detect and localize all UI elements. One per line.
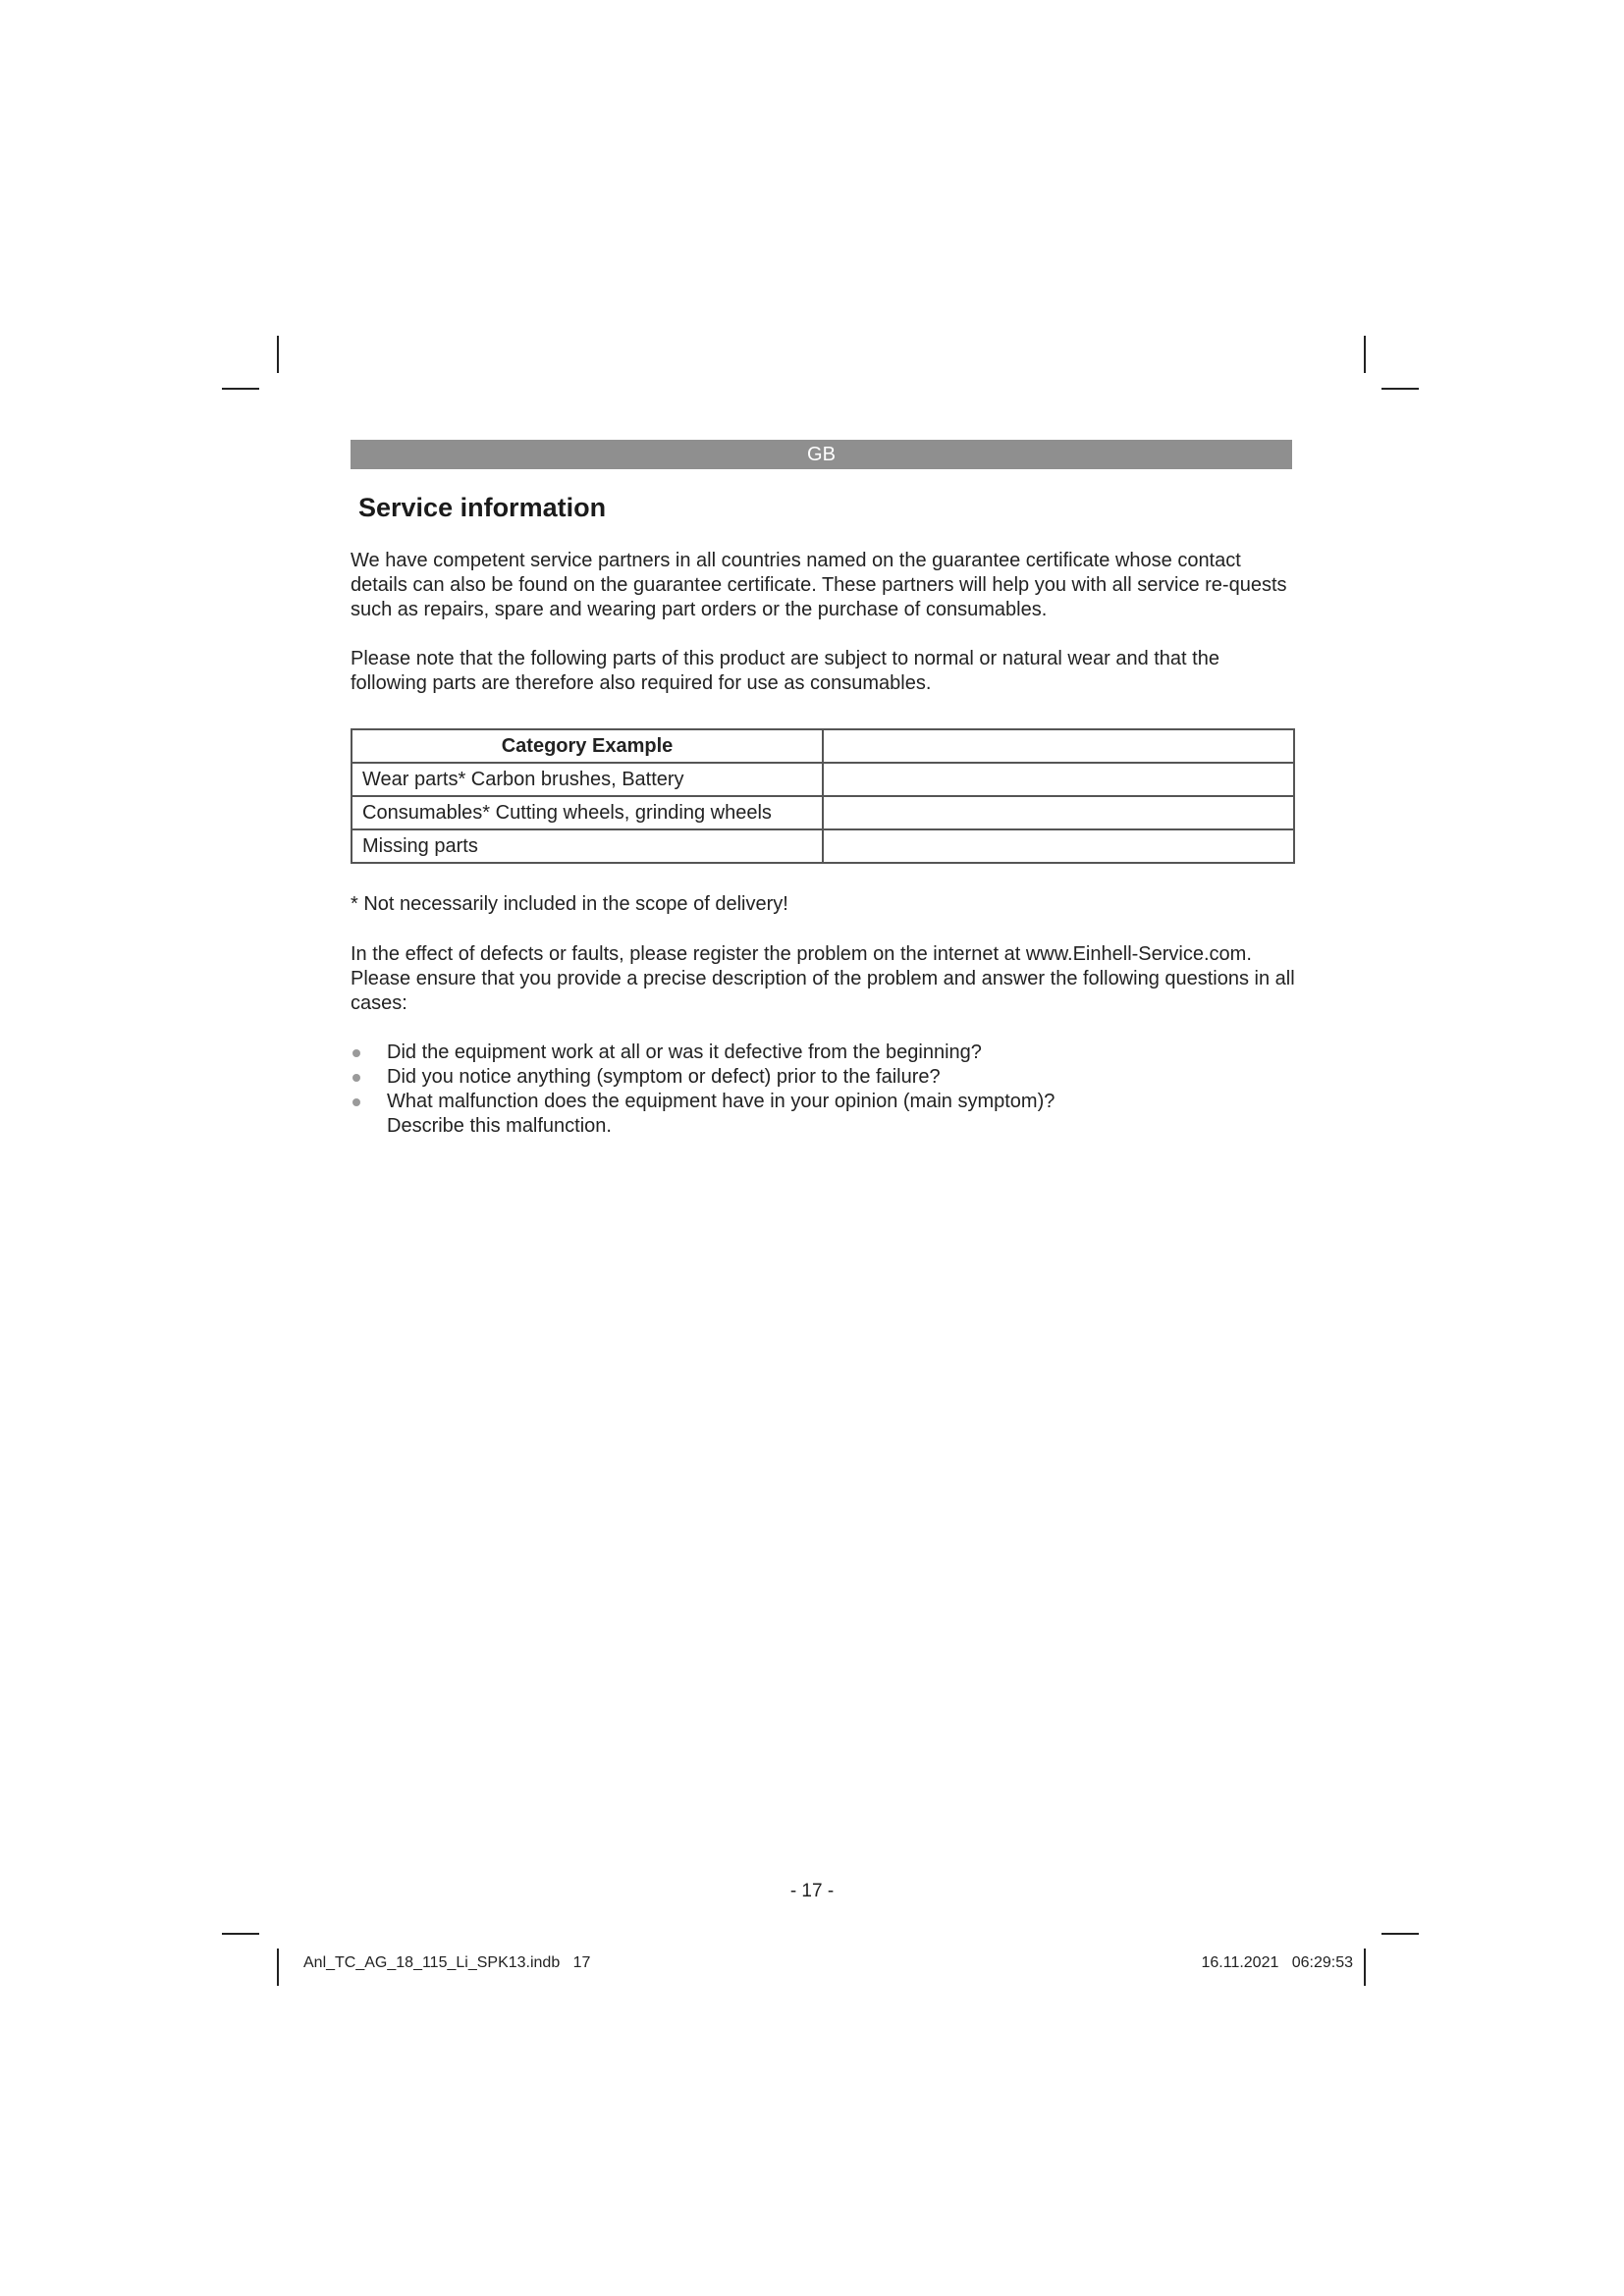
crop-mark-top-right-horizontal (1381, 388, 1419, 390)
table-cell-missing-parts: Missing parts (352, 829, 823, 863)
wear-parts-paragraph: Please note that the following parts of this product are subject to normal or natural wear and that the following parts are therefore also required for use as consumables. (351, 648, 1219, 694)
crop-mark-bottom-left-horizontal (222, 1933, 259, 1935)
crop-mark-top-left-vertical (277, 336, 279, 373)
crop-mark-top-right-vertical (1364, 336, 1366, 373)
language-code: GB (807, 444, 836, 465)
footer-timestamp: 16.11.2021 06:29:53 (1201, 1954, 1353, 1971)
table-row (352, 829, 1294, 863)
question-text: What malfunction does the equipment have in your opinion (main symptom)? (387, 1091, 1056, 1112)
table-row (352, 763, 1294, 796)
crop-mark-bottom-right-horizontal (1381, 1933, 1419, 1935)
table-header-empty (823, 729, 1294, 763)
section-title: Service information (358, 493, 607, 522)
crop-mark-top-left-horizontal (222, 388, 259, 390)
list-item (351, 1041, 1295, 1065)
table-cell-wear-parts: Wear parts* Carbon brushes, Battery (352, 763, 823, 796)
table-cell-empty (823, 829, 1294, 863)
language-header-bar (351, 440, 1292, 469)
crop-mark-bottom-right-vertical (1364, 1949, 1366, 1986)
table-header-category: Category Example (352, 729, 823, 763)
question-subtext: Describe this malfunction. (387, 1115, 612, 1137)
service-partners-paragraph: We have competent service partners in all countries named on the guarantee certificate whose contact details can also be found on the guarantee certificate. These partners will help you with all service re-quests such as repairs, spare and wearing part orders or the purchase of consumables. (351, 550, 1287, 620)
table-cell-empty (823, 796, 1294, 829)
table-cell-consumables: Consumables* Cutting wheels, grinding wheels (352, 796, 823, 829)
bullet-icon (352, 1049, 360, 1057)
footnote: * Not necessarily included in the scope of delivery! (351, 893, 788, 915)
table-cell-empty (823, 763, 1294, 796)
table-row (352, 796, 1294, 829)
page-number: - 17 - (789, 1881, 835, 1901)
list-item (351, 1065, 1295, 1090)
defects-paragraph: In the effect of defects or faults, please register the problem on the internet at www.Einhell-Service.com. Please ensure that you provide a precise description of the problem and answer the following questions in all cases: (351, 943, 1295, 1014)
question-text: Did you notice anything (symptom or defect) prior to the failure? (387, 1066, 941, 1088)
list-item (351, 1090, 1295, 1139)
crop-mark-bottom-left-vertical (277, 1949, 279, 1986)
table-header-row (352, 729, 1294, 763)
bullet-icon (352, 1098, 360, 1106)
questions-list (351, 1041, 1295, 1139)
bullet-icon (352, 1074, 360, 1082)
footer-file-name: Anl_TC_AG_18_115_Li_SPK13.indb 17 (303, 1954, 591, 1971)
parts-table (351, 728, 1295, 864)
question-text: Did the equipment work at all or was it defective from the beginning? (387, 1041, 982, 1063)
